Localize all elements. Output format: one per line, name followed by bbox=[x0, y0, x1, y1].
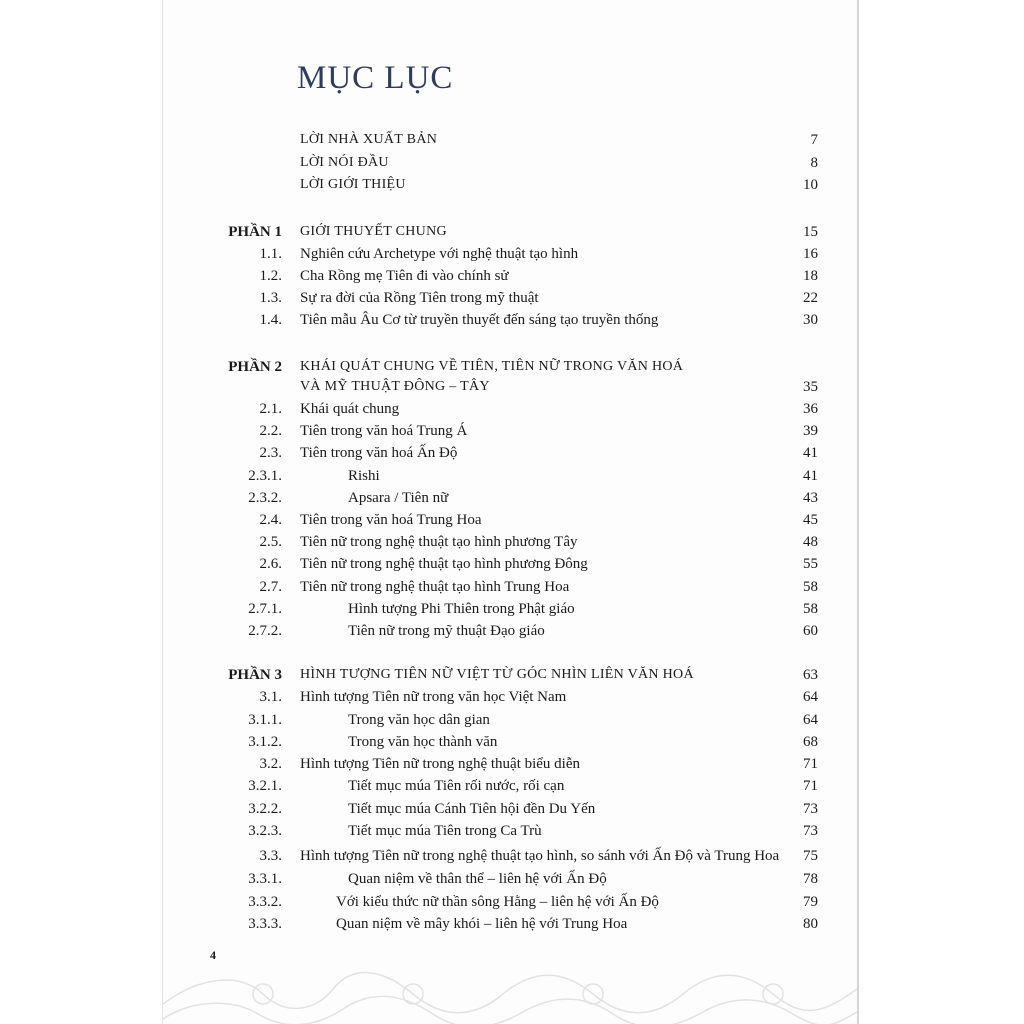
toc-entry-page: 71 bbox=[803, 756, 818, 772]
toc-entry bbox=[0, 265, 1024, 287]
toc-entry-number: 2.6. bbox=[259, 556, 282, 572]
toc-entry-page: 73 bbox=[803, 801, 818, 817]
toc-entry-title: Quan niệm về mây khói – liên hệ với Trung Hoa bbox=[336, 916, 628, 932]
toc-entry-number: 2.2. bbox=[259, 423, 282, 439]
toc-entry bbox=[0, 731, 1024, 753]
toc-entry-number: 2.7. bbox=[259, 579, 282, 595]
toc-entry-number: 3.2.1. bbox=[248, 778, 282, 794]
toc-entry-title: Apsara / Tiên nữ bbox=[348, 490, 449, 506]
toc-entry bbox=[0, 553, 1024, 575]
toc-entry-number: 3.2. bbox=[259, 756, 282, 772]
toc-entry-title: Tiết mục múa Tiên rối nước, rối cạn bbox=[348, 778, 565, 794]
toc-entry-title: Với kiểu thức nữ thần sông Hằng – liên hệ với Ấn Độ bbox=[336, 894, 659, 910]
toc-entry-page: 48 bbox=[803, 534, 818, 550]
toc-entry bbox=[0, 287, 1024, 309]
toc-entry bbox=[0, 798, 1024, 820]
toc-entry-title: Quan niệm về thân thể – liên hệ với Ấn Độ bbox=[348, 871, 607, 887]
toc-entry bbox=[0, 309, 1024, 331]
toc-entry-page: 22 bbox=[803, 290, 818, 306]
toc-entry-page: 30 bbox=[803, 312, 818, 328]
toc-entry-number: PHẦN 1 bbox=[228, 224, 282, 240]
toc-entry bbox=[0, 664, 1024, 686]
toc-entry-page: 15 bbox=[803, 224, 818, 240]
toc-entry bbox=[0, 509, 1024, 531]
toc-entry-number: 2.3. bbox=[259, 445, 282, 461]
toc-entry-title: Tiên trong văn hoá Ấn Độ bbox=[300, 445, 458, 461]
toc-entry-page: 60 bbox=[803, 623, 818, 639]
toc-entry bbox=[0, 686, 1024, 708]
toc-entry bbox=[0, 152, 1024, 174]
toc-entry-number: 2.4. bbox=[259, 512, 282, 528]
toc-entry-title: Tiên trong văn hoá Trung Á bbox=[300, 423, 468, 439]
toc-entry bbox=[0, 709, 1024, 731]
toc-entry-title: Tiết mục múa Tiên trong Ca Trù bbox=[348, 823, 542, 839]
toc-entry bbox=[0, 243, 1024, 265]
toc-entry-title: Nghiên cứu Archetype với nghệ thuật tạo hình bbox=[300, 246, 579, 262]
toc-entry-title: Trong văn học thành văn bbox=[348, 734, 498, 750]
toc-entry-page: 80 bbox=[803, 916, 818, 932]
toc-entry bbox=[0, 398, 1024, 420]
toc-entry-number: 3.3.3. bbox=[248, 916, 282, 932]
cloud-ornament bbox=[163, 934, 857, 1024]
toc-entry-page: 41 bbox=[803, 468, 818, 484]
toc-entry-title: Tiên nữ trong nghệ thuật tạo hình Trung Hoa bbox=[300, 579, 570, 595]
toc-entry-number: 2.7.2. bbox=[248, 623, 282, 639]
toc-entry-page: 39 bbox=[803, 423, 818, 439]
toc-entry-title: Rishi bbox=[348, 468, 380, 484]
toc-entry-page: 68 bbox=[803, 734, 818, 750]
toc-entry bbox=[0, 356, 1024, 378]
toc-entry-title: Hình tượng Tiên nữ trong nghệ thuật tạo hình, so sánh với Ấn Độ và Trung Hoa bbox=[300, 848, 780, 864]
toc-entry bbox=[0, 775, 1024, 797]
toc-entry-number: 1.2. bbox=[259, 268, 282, 284]
toc-entry-number: 2.1. bbox=[259, 401, 282, 417]
toc-entry-number: 3.2.3. bbox=[248, 823, 282, 839]
toc-entry-number: 3.3.1. bbox=[248, 871, 282, 887]
toc-entry-page: 73 bbox=[803, 823, 818, 839]
toc-entry-page: 58 bbox=[803, 601, 818, 617]
toc-entry bbox=[0, 221, 1024, 243]
toc-entry bbox=[0, 376, 1024, 398]
toc-entry bbox=[0, 891, 1024, 913]
toc-entry-title: LỜI NÓI ĐẦU bbox=[300, 155, 389, 170]
toc-entry bbox=[0, 576, 1024, 598]
toc-entry-number: PHẦN 3 bbox=[228, 667, 282, 683]
toc-entry-number: 2.3.1. bbox=[248, 468, 282, 484]
toc-entry-title: KHÁI QUÁT CHUNG VỀ TIÊN, TIÊN NỮ TRONG VĂN HOÁ bbox=[300, 359, 684, 374]
toc-entry bbox=[0, 913, 1024, 935]
toc-entry-number: 3.1. bbox=[259, 689, 282, 705]
toc-entry bbox=[0, 598, 1024, 620]
toc-entry-title: Trong văn học dân gian bbox=[348, 712, 490, 728]
toc-entry-page: 41 bbox=[803, 445, 818, 461]
toc-entry-number: 2.3.2. bbox=[248, 490, 282, 506]
toc-entry-page: 64 bbox=[803, 712, 818, 728]
toc-entry-page: 36 bbox=[803, 401, 818, 417]
toc-entry-page: 58 bbox=[803, 579, 818, 595]
toc-entry-number: 2.7.1. bbox=[248, 601, 282, 617]
toc-entry-page: 63 bbox=[803, 667, 818, 683]
toc-entry bbox=[0, 487, 1024, 509]
toc-entry-title: Tiên mẫu Âu Cơ từ truyền thuyết đến sáng tạo truyền thống bbox=[300, 312, 659, 328]
toc-entry-title: Hình tượng Tiên nữ trong văn học Việt Nam bbox=[300, 689, 567, 705]
toc-entry-title: GIỚI THUYẾT CHUNG bbox=[300, 224, 447, 239]
toc-entry-title: Hình tượng Phi Thiên trong Phật giáo bbox=[348, 601, 575, 617]
toc-entry-page: 35 bbox=[803, 379, 818, 395]
toc-entry-number: 3.3. bbox=[259, 848, 282, 864]
toc-entry-page: 16 bbox=[803, 246, 818, 262]
toc-entry-number: 2.5. bbox=[259, 534, 282, 550]
toc-entry-number: 3.3.2. bbox=[248, 894, 282, 910]
toc-entry bbox=[0, 531, 1024, 553]
toc-entry bbox=[0, 442, 1024, 464]
toc-entry-number: 1.3. bbox=[259, 290, 282, 306]
toc-entry-title: Tiên nữ trong mỹ thuật Đạo giáo bbox=[348, 623, 545, 639]
toc-entry-number: 3.1.1. bbox=[248, 712, 282, 728]
toc-entry bbox=[0, 465, 1024, 487]
toc-entry bbox=[0, 420, 1024, 442]
page-number: 4 bbox=[210, 948, 216, 962]
toc-entry-number: 1.1. bbox=[259, 246, 282, 262]
toc-entry bbox=[0, 845, 1024, 867]
toc-entry-title: Tiên nữ trong nghệ thuật tạo hình phương Tây bbox=[300, 534, 578, 550]
toc-title: MỤC LỤC bbox=[297, 60, 454, 96]
toc-entry bbox=[0, 868, 1024, 890]
toc-entry-page: 18 bbox=[803, 268, 818, 284]
toc-entry-page: 71 bbox=[803, 778, 818, 794]
toc-entry-title: LỜI NHÀ XUẤT BẢN bbox=[300, 132, 438, 147]
toc-entry-title: Cha Rồng mẹ Tiên đi vào chính sử bbox=[300, 268, 509, 284]
toc-entry-page: 8 bbox=[810, 155, 818, 171]
toc-entry-page: 64 bbox=[803, 689, 818, 705]
toc-entry-page: 79 bbox=[803, 894, 818, 910]
toc-entry-title: HÌNH TƯỢNG TIÊN NỮ VIỆT TỪ GÓC NHÌN LIÊN VĂN HOÁ bbox=[300, 667, 694, 682]
toc-entry bbox=[0, 129, 1024, 151]
toc-entry-title: VÀ MỸ THUẬT ĐÔNG – TÂY bbox=[300, 379, 490, 394]
toc-entry-page: 43 bbox=[803, 490, 818, 506]
toc-entry bbox=[0, 753, 1024, 775]
toc-entry-page: 7 bbox=[810, 132, 818, 148]
toc-entry-number: 3.1.2. bbox=[248, 734, 282, 750]
toc-entry-page: 75 bbox=[803, 848, 818, 864]
toc-entry bbox=[0, 620, 1024, 642]
toc-entry-page: 78 bbox=[803, 871, 818, 887]
toc-entry bbox=[0, 174, 1024, 196]
toc-entry-number: 1.4. bbox=[259, 312, 282, 328]
toc-entry-page: 55 bbox=[803, 556, 818, 572]
toc-entry-title: Tiên nữ trong nghệ thuật tạo hình phương Đông bbox=[300, 556, 588, 572]
toc-entry-title: Hình tượng Tiên nữ trong nghệ thuật biểu diễn bbox=[300, 756, 581, 772]
toc-entry-page: 10 bbox=[803, 177, 818, 193]
toc-entry-title: Khái quát chung bbox=[300, 401, 400, 417]
toc-entry-page: 45 bbox=[803, 512, 818, 528]
toc-entry-number: 3.2.2. bbox=[248, 801, 282, 817]
toc-entry bbox=[0, 820, 1024, 842]
toc-entry-title: Tiên trong văn hoá Trung Hoa bbox=[300, 512, 482, 528]
toc-entry-title: LỜI GIỚI THIỆU bbox=[300, 177, 406, 192]
toc-entry-title: Tiết mục múa Cánh Tiên hội đền Du Yến bbox=[348, 801, 596, 817]
toc-entry-number: PHẦN 2 bbox=[228, 359, 282, 375]
toc-entry-title: Sự ra đời của Rồng Tiên trong mỹ thuật bbox=[300, 290, 539, 306]
